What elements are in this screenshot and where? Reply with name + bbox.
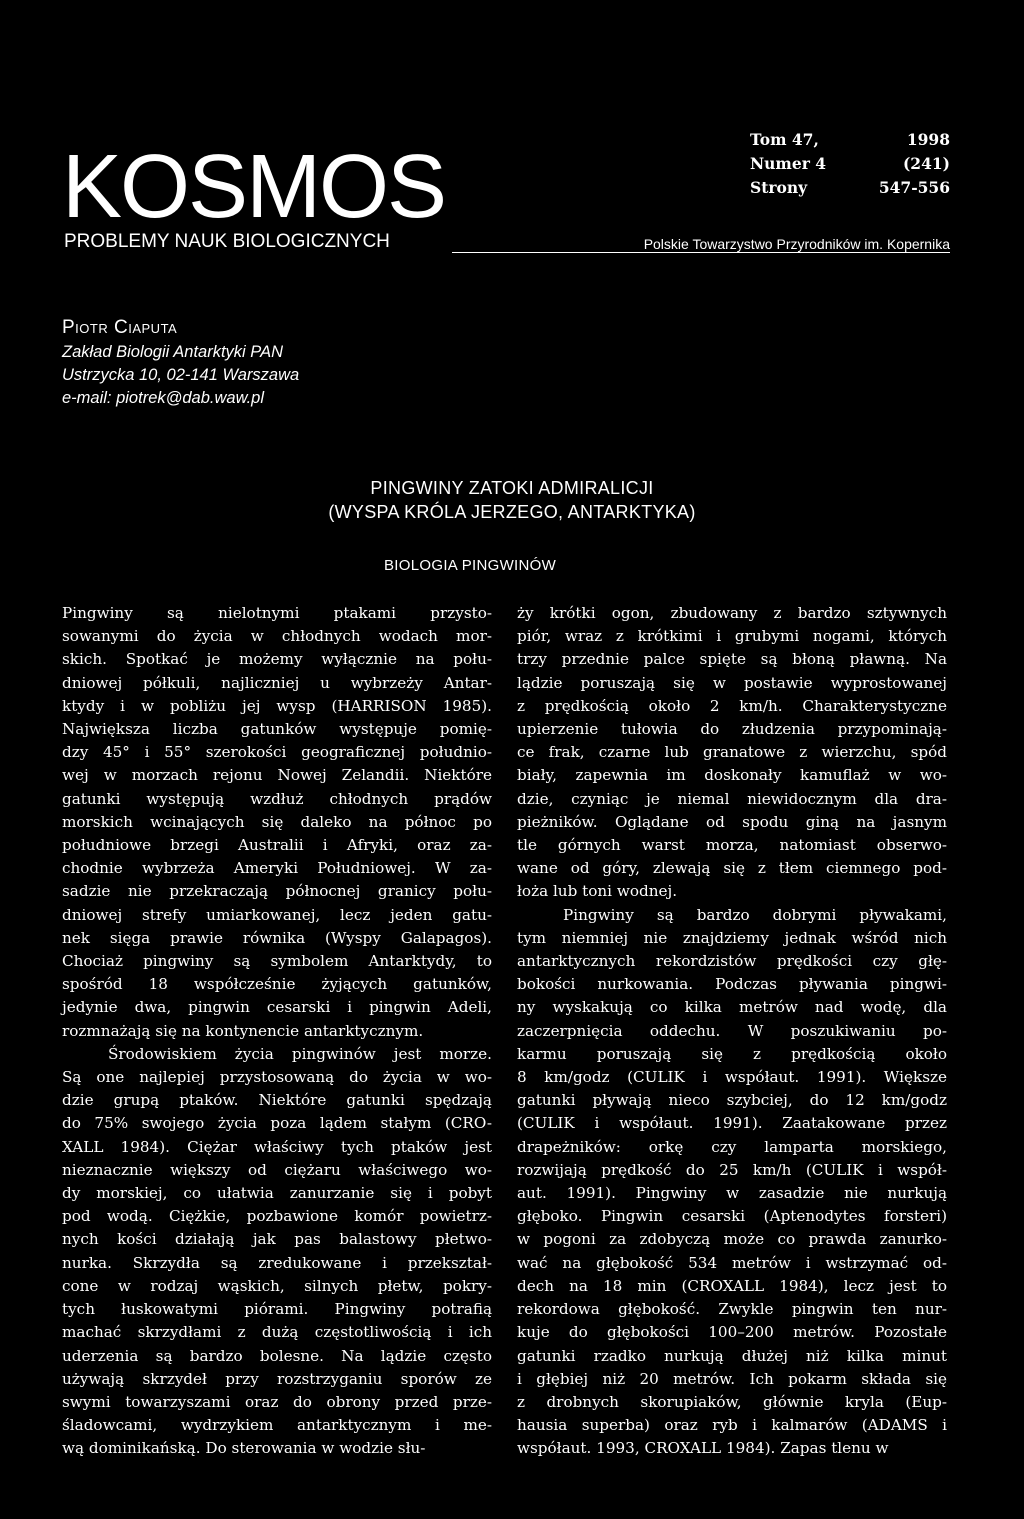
- body-text-line: współaut. 1993, CROXALL 1984). Zapas tlenu w: [517, 1439, 889, 1458]
- body-text-line: tym niemniej nie znajdziemy jednak wśród nich: [517, 928, 947, 947]
- body-text-line: dzy 45° i 55° szerokości geograficznej południo-: [62, 743, 492, 762]
- body-text-line: nieznacznie większy od ciężaru właściwego wo-: [62, 1160, 492, 1179]
- body-text-line: Są one najlepiej przystosowaną do życia w wo-: [62, 1068, 492, 1087]
- body-text-line: swymi towarzyszami oraz do obrony przed prze-: [62, 1392, 492, 1411]
- body-text-line: gatunki pływają nieco szybciej, do 12 km/godz: [517, 1091, 947, 1110]
- body-text-line: trzy przednie palce spięte są błoną pławną. Na: [517, 650, 947, 669]
- issue-pages-label: Strony: [750, 178, 808, 197]
- body-text-line: wą dominikańską. Do sterowania w wodzie słu-: [62, 1439, 426, 1458]
- body-text-line: ny wyskakują co kilka metrów nad wodę, dla: [517, 998, 947, 1017]
- body-text-line: używają skrzydeł przy rozstrzyganiu sporów ze: [62, 1369, 492, 1388]
- body-text-line: dech na 18 min (CROXALL 1984), lecz jest to: [517, 1276, 947, 1295]
- title-line: PINGWINY ZATOKI ADMIRALICJI: [370, 478, 654, 498]
- body-text-line: (CULIK i współaut. 1991). Zaatakowane przez: [517, 1114, 947, 1133]
- author-name: Piotr Ciaputa: [62, 317, 178, 338]
- body-text-line: dniowej strefy umiarkowanej, lecz jeden gatu-: [62, 905, 492, 924]
- issue-number-value: (241): [902, 154, 950, 173]
- body-text-line: pieżników. Oglądane od spodu giną na jasnym: [517, 812, 947, 831]
- body-text-line: machać skrzydłami z dużą częstotliwością i ich: [62, 1323, 492, 1342]
- issue-volume-year: 1998: [906, 130, 950, 149]
- body-text-line: gatunki występują wzdłuż chłodnych prądów: [62, 789, 492, 808]
- body-text-line: bokości nurkowania. Podczas pływania pingwi-: [517, 975, 947, 994]
- body-text-line: Największa liczba gatunków występuje pomię-: [62, 720, 492, 739]
- body-text-line: upierzenie tułowia do złudzenia przypominają-: [517, 720, 947, 739]
- journal-subtitle: PROBLEMY NAUK BIOLOGICZNYCH: [64, 231, 390, 252]
- body-text-line: morskich wcinających się daleko na północ po: [62, 812, 492, 831]
- section-heading: BIOLOGIA PINGWINÓW: [384, 557, 557, 574]
- body-text-line: dzie grupą ptaków. Niektóre gatunki spędzają: [62, 1091, 492, 1110]
- body-text-line: zaczerpnięcia oddechu. W poszukiwaniu po-: [517, 1021, 947, 1040]
- body-text-line: rozmnażają się na kontynencie antarktycznym.: [62, 1021, 424, 1040]
- body-text-line: w pogoni za zdobyczą może co prawda zanurko-: [517, 1230, 947, 1249]
- body-text-line: rekordowa głębokość. Zwykle pingwin ten nur-: [517, 1300, 947, 1319]
- body-text-line: aut. 1991). Pingwiny w zasadzie nie nurkują: [517, 1184, 947, 1203]
- body-text-line: z prędkością około 2 km/h. Charakterystyczne: [517, 696, 947, 715]
- author-block: [62, 316, 299, 410]
- issue-volume: [750, 128, 950, 152]
- body-text-line: biały, zapewnia im doskonały kamuflaż w wo-: [517, 766, 947, 785]
- body-text-line: chodnie wybrzeża Ameryki Południowej. W za-: [62, 859, 492, 878]
- body-text-line: lądzie poruszają się w postawie wyprostowanej: [517, 673, 947, 692]
- body-text-line: dniowej półkuli, najliczniej u wybrzeży Antar-: [62, 673, 492, 692]
- body-text-line: głęboko. Pingwin cesarski (Aptenodytes forsteri): [517, 1207, 947, 1226]
- body-text-line: jedynie dwa, pingwin cesarski i pingwin Adeli,: [62, 998, 492, 1017]
- author-email: e-mail: piotrek@dab.waw.pl: [62, 389, 265, 407]
- body-text-line: wej w morzach rejonu Nowej Zelandii. Niektóre: [62, 766, 492, 785]
- issue-info: [750, 128, 950, 200]
- title-line: (WYSPA KRÓLA JERZEGO, ANTARKTYKA): [328, 502, 696, 522]
- body-text-line: gatunki rzadko nurkują dłużej niż kilka minut: [517, 1346, 947, 1365]
- body-column-right: [517, 602, 947, 1461]
- masthead-rule-right: [502, 252, 950, 253]
- body-text-line: łoża lub toni wodnej.: [517, 882, 678, 901]
- body-text-line: z drobnych skorupiaków, głównie kryla (Eup-: [517, 1392, 947, 1411]
- body-text-line: pod wodą. Ciężkie, pozbawione komór powietrz-: [62, 1207, 492, 1226]
- issue-pages: [750, 176, 950, 200]
- body-text-line: spośród 18 współcześnie żyjących gatunków,: [62, 975, 492, 994]
- body-text-line: i głębiej niż 20 metrów. Ich pokarm składa się: [517, 1369, 947, 1388]
- body-text-line: tych łuskowatymi piórami. Pingwiny potrafią: [62, 1300, 492, 1319]
- affiliation-line: Ustrzycka 10, 02-141 Warszawa: [62, 366, 300, 384]
- body-text-line: nek sięga prawie równika (Wyspy Galapagos).: [62, 928, 492, 947]
- body-text-line: ży krótki ogon, zbudowany z bardzo sztywnych: [517, 604, 947, 622]
- body-text-line: do 75% swojego życia poza lądem stałym (CRO-: [62, 1114, 492, 1133]
- article-title: [0, 476, 1024, 524]
- body-text-line: antarktycznych rekordzistów prędkości czy głę-: [517, 952, 947, 971]
- journal-logo: KOSMOS: [62, 137, 446, 237]
- body-text-line: Pingwiny są bardzo dobrymi pływakami,: [563, 905, 947, 924]
- body-text-line: 8 km/godz (CULIK i współaut. 1991). Większe: [517, 1068, 947, 1087]
- body-text-line: XALL 1984). Ciężar właściwy tych ptaków jest: [62, 1137, 492, 1156]
- body-text-line: uderzenia są bardzo bolesne. Na lądzie często: [62, 1346, 492, 1365]
- body-text-line: hausia superba) oraz ryb i kalmarów (ADAMS i: [517, 1416, 947, 1435]
- body-text-line: tle górnych warst morza, natomiast obserwo-: [517, 836, 947, 855]
- body-text-line: skich. Spotkać je możemy wyłącznie na połu-: [62, 650, 492, 669]
- body-text-line: południowe brzegi Australii i Afryki, oraz za-: [62, 836, 492, 855]
- body-text-line: sowanymi do życia w chłodnych wodach mor-: [62, 627, 492, 646]
- masthead-rule-left: [452, 252, 502, 253]
- affiliation-line: Zakład Biologii Antarktyki PAN: [62, 343, 284, 361]
- body-text-line: piór, wraz z krótkimi i grubymi nogami, których: [517, 627, 947, 646]
- body-text-line: wać na głębokość 534 metrów i wstrzymać od-: [517, 1253, 947, 1272]
- body-text-line: ktydy i w pobliżu jej wysp (HARRISON 1985).: [62, 696, 492, 715]
- issue-number-label: Numer 4: [750, 154, 827, 173]
- body-text-line: Chociaż pingwiny są symbolem Antarktydy, to: [62, 952, 492, 971]
- publisher-line: Polskie Towarzystwo Przyrodników im. Kopernika: [643, 236, 950, 252]
- body-text-line: kuje do głębokości 100–200 metrów. Pozostałe: [517, 1323, 947, 1342]
- body-text-line: wane od góry, zlewają się z tłem ciemnego pod-: [517, 859, 947, 878]
- issue-pages-value: 547-556: [878, 178, 950, 197]
- body-text-line: karmu poruszają się z prędkością około: [517, 1044, 947, 1063]
- body-text-line: sadzie nie przekraczają północnej granicy połu-: [62, 882, 492, 901]
- body-text-line: nych kości działają jak pas balastowy płetwo-: [62, 1230, 492, 1249]
- body-text-line: śladowcami, wydrzykiem antarktycznym i me-: [62, 1416, 492, 1435]
- body-text-line: ce frak, czarne lub granatowe z wierzchu, spód: [517, 743, 947, 762]
- body-text-line: nurka. Skrzydła są zredukowane i przekształ-: [62, 1253, 492, 1272]
- body-text-line: Pingwiny są nielotnymi ptakami przysto-: [62, 604, 492, 622]
- body-text-line: dy morskiej, co ułatwia zanurzanie się i pobyt: [62, 1184, 492, 1203]
- body-text-line: rozwijają prędkość do 25 km/h (CULIK i współ-: [517, 1160, 947, 1179]
- body-text-line: drapeżników: orkę czy lamparta morskiego,: [517, 1137, 947, 1156]
- issue-volume-label: Tom 47,: [750, 130, 819, 149]
- issue-number: [750, 152, 950, 176]
- body-text-line: Środowiskiem życia pingwinów jest morze.: [108, 1044, 492, 1063]
- body-text-line: cone w rodzaj wąskich, silnych płetw, pokry-: [62, 1276, 492, 1295]
- body-text-line: dzie, czyniąc je niemal niewidocznym dla dra-: [517, 789, 947, 808]
- body-column-left: [62, 602, 492, 1461]
